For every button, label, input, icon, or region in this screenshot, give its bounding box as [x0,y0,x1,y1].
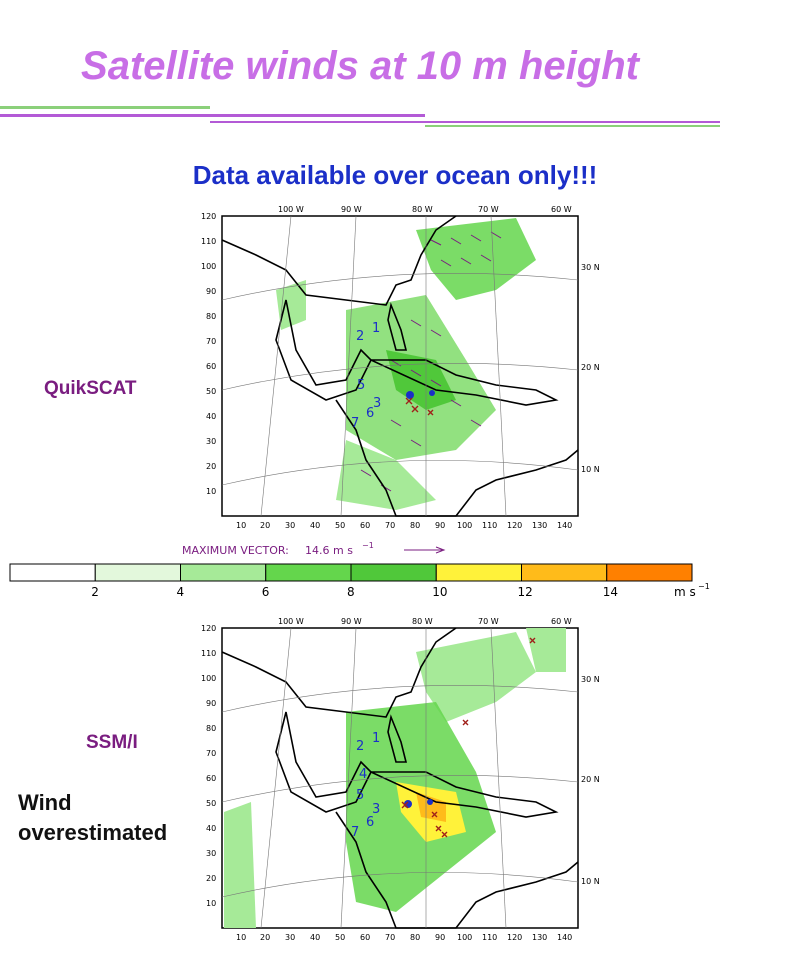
track-point-2: 2 [356,739,365,754]
y-tick: 60 [206,774,217,783]
legend-bin-6-8 [266,564,351,581]
x-tick: 130 [532,521,548,530]
x-tick: 130 [532,933,548,942]
y-tick: 100 [201,262,217,271]
x-tick: 120 [507,521,523,530]
note-line-2: overestimated [18,820,168,845]
y-tick: 20 [206,874,217,883]
y-tick: 50 [206,387,217,396]
ssmi-label: SSM/I [86,732,138,753]
legend-tick-6: 6 [261,585,270,599]
max-vector-label: MAXIMUM VECTOR: [182,544,289,557]
max-vector-value: 14.6 m s [305,544,353,557]
x-tick: 100 [457,521,473,530]
x-tick: 10 [236,933,247,942]
x-tick: 40 [310,933,321,942]
track-point-7: 7 [351,416,360,431]
x-tick: 50 [335,521,346,530]
legend-tick-2: 2 [91,585,99,599]
y-tick: 40 [206,412,217,421]
track-point-5: 5 [357,378,366,393]
y-tick: 50 [206,799,217,808]
y-tick: 100 [201,674,217,683]
track-point-3: 3 [372,802,381,817]
subtitle: Data available over ocean only!!! [192,160,598,190]
y-tick: 110 [201,237,217,246]
y-tick: 70 [206,749,217,758]
y-tick: 30 [206,437,217,446]
max-vector-superscript: −1 [362,541,374,550]
y-tick: 120 [201,624,217,633]
y-tick: 30 [206,849,217,858]
lon-label-90w: 90 W [341,205,362,214]
title-rule-purple-long [210,121,720,123]
lat-label-30n: 30 N [581,675,600,684]
x-tick: 80 [410,521,421,530]
x-tick: 90 [435,521,446,530]
storm-center-marker-2 [427,799,433,805]
quikscat-map [196,200,600,540]
lat-label-20n: 20 N [581,775,600,784]
x-tick: 110 [482,933,498,942]
lon-label-60w: 60 W [551,205,572,214]
lon-label-100w: 100 W [278,205,304,214]
x-tick: 30 [285,933,296,942]
lon-label-60w: 60 W [551,617,572,626]
note-line-1: Wind [18,790,72,815]
lon-label-80w: 80 W [412,205,433,214]
storm-center-marker [406,391,414,399]
y-tick: 90 [206,699,217,708]
x-tick: 110 [482,521,498,530]
x-tick: 40 [310,521,321,530]
y-tick: 20 [206,462,217,471]
legend-bin-12-14 [522,564,607,581]
x-tick: 140 [557,521,573,530]
legend-bin-8-10 [351,564,436,581]
lat-label-10n: 10 N [581,465,600,474]
x-tick: 30 [285,521,296,530]
y-tick: 90 [206,287,217,296]
storm-center-marker-2 [429,390,435,396]
y-tick: 80 [206,724,217,733]
x-tick: 20 [260,933,271,942]
y-tick: 120 [201,212,217,221]
track-point-1: 1 [372,321,381,336]
lon-label-80w: 80 W [412,617,433,626]
legend-bin-0-2 [10,564,95,581]
legend-tick-4: 4 [176,585,185,599]
lat-label-30n: 30 N [581,263,600,272]
ssmi-map [196,612,600,952]
y-tick: 40 [206,824,217,833]
y-tick: 110 [201,649,217,658]
track-point-7: 7 [351,825,360,840]
y-tick: 80 [206,312,217,321]
legend-unit: m s [674,585,696,599]
track-point-6: 6 [366,406,375,421]
lon-label-70w: 70 W [478,617,499,626]
track-point-3: 3 [373,396,382,411]
track-point-4: 4 [359,767,368,782]
legend-tick-8: 8 [347,585,355,599]
lon-label-90w: 90 W [341,617,362,626]
track-point-6: 6 [366,815,375,830]
legend-bins [10,564,692,581]
legend-bin-2-4 [95,564,180,581]
title-rule-green [0,106,210,109]
wind-speed-legend [0,540,720,602]
x-tick: 10 [236,521,247,530]
x-tick: 90 [435,933,446,942]
lat-label-20n: 20 N [581,363,600,372]
overestimated-note [18,788,167,848]
legend-unit-superscript: −1 [698,582,710,591]
legend-tick-14: 14 [602,585,619,599]
x-tick: 70 [385,933,396,942]
y-tick: 10 [206,899,217,908]
x-tick: 70 [385,521,396,530]
legend-bin-10-12 [436,564,521,581]
legend-ticks [91,585,618,599]
y-tick: 70 [206,337,217,346]
x-tick: 60 [360,933,371,942]
legend-tick-12: 12 [517,585,533,599]
title-rule-green-long [425,125,720,127]
legend-bin-4-6 [181,564,266,581]
x-tick: 60 [360,521,371,530]
title-rule-purple [0,114,425,117]
lon-label-70w: 70 W [478,205,499,214]
quikscat-label: QuikSCAT [44,378,137,399]
legend-bin->14 [607,564,692,581]
x-tick: 140 [557,933,573,942]
x-tick: 120 [507,933,523,942]
x-tick: 20 [260,521,271,530]
slide-title: Satellite winds at 10 m height [81,44,639,88]
lat-label-10n: 10 N [581,877,600,886]
lon-label-100w: 100 W [278,617,304,626]
track-point-5: 5 [356,788,365,803]
y-tick: 60 [206,362,217,371]
x-tick: 100 [457,933,473,942]
track-point-1: 1 [372,731,381,746]
track-point-2: 2 [356,329,365,344]
legend-tick-10: 10 [432,585,448,599]
x-tick: 80 [410,933,421,942]
y-tick: 10 [206,487,217,496]
x-tick: 50 [335,933,346,942]
